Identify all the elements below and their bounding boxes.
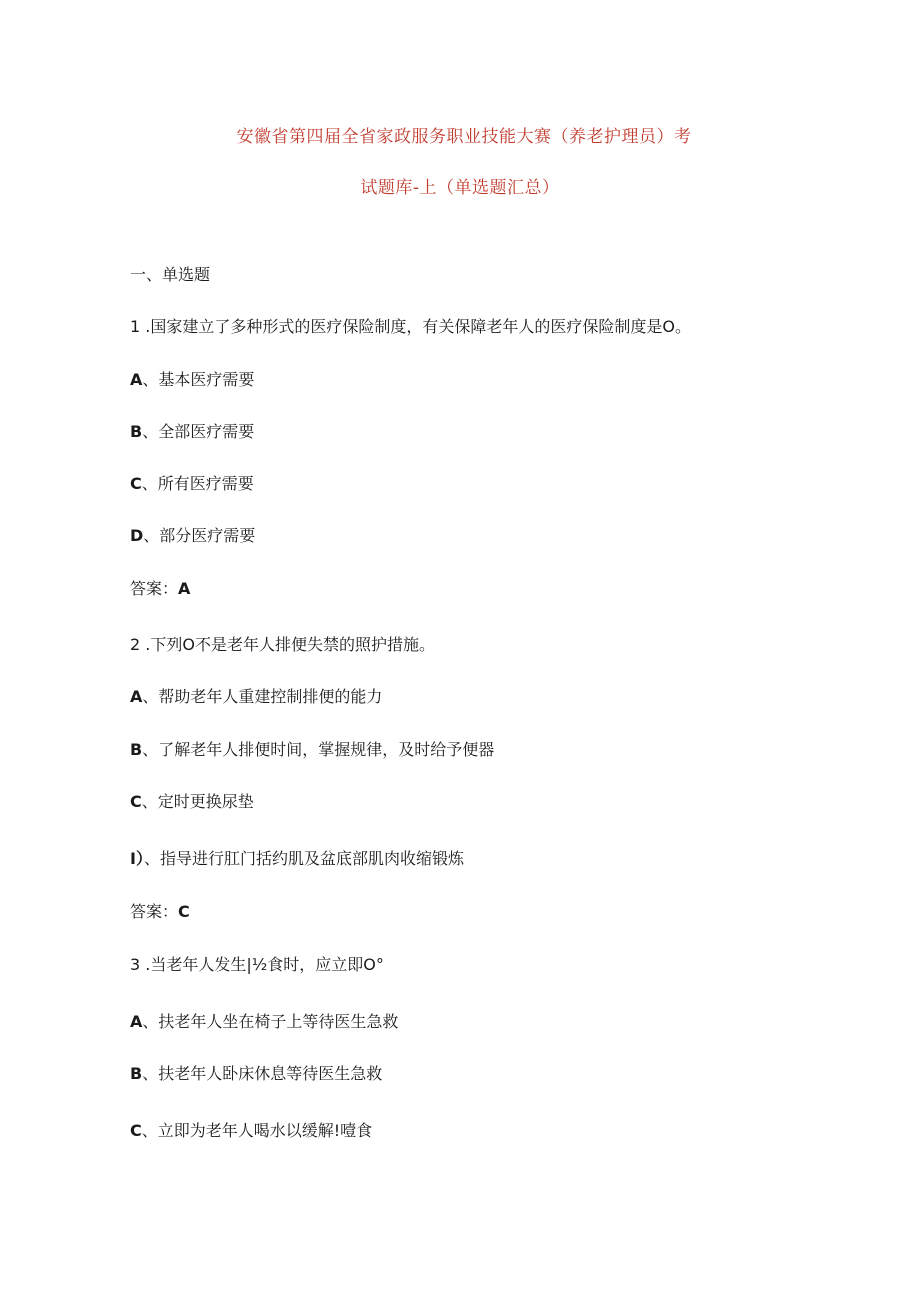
option-separator: 、 [142,370,159,389]
option-separator: 、 [142,740,159,759]
option-label: D [130,526,144,545]
option-separator: 、 [143,526,160,545]
option-label: A [130,1012,143,1031]
option-text: 指导进行肛门括约肌及盆底部肌肉收缩锻炼 [159,849,464,868]
option-separator: 、 [142,1012,159,1031]
answer-label: 答案： [130,579,179,598]
option-label: B [130,740,143,759]
option-separator: 、 [143,849,160,868]
question-1-stem: 1 .国家建立了多种形式的医疗保险制度，有关保障老年人的医疗保险制度是O。 [130,317,691,336]
question-3-stem: 3 .当老年人发生|½食时，应立即O° [130,955,384,974]
answer-label: 答案： [130,902,179,921]
option-label: B [130,422,143,441]
question-2-option-b [130,737,494,760]
answer-value: A [178,579,191,598]
question-2-option-a [130,684,382,707]
option-text: 基本医疗需要 [158,370,255,389]
question-1-answer [130,576,190,599]
question-3-option-a [130,1009,398,1032]
option-label: C [130,792,142,811]
option-label: C [130,1121,142,1140]
option-separator: 、 [141,474,158,493]
option-text: 部分医疗需要 [159,526,256,545]
option-text: 立即为老年人喝水以缓解!噎食 [157,1121,373,1140]
option-label: A [130,370,143,389]
option-text: 了解老年人排便时间，掌握规律，及时给予便器 [158,740,495,759]
option-text: 扶老年人卧床休息等待医生急救 [158,1064,383,1083]
option-text: 帮助老年人重建控制排便的能力 [158,687,383,706]
question-3-option-b [130,1061,382,1084]
option-separator: 、 [142,422,159,441]
question-3-option-c [130,1118,372,1141]
answer-value: C [178,902,190,921]
option-separator: 、 [142,1064,159,1083]
option-text: 全部医疗需要 [158,422,255,441]
question-2-stem: 2 .下列O不是老年人排便失禁的照护措施。 [130,635,435,654]
question-1-option-b [130,419,254,442]
question-2-answer [130,899,190,922]
option-text: 所有医疗需要 [157,474,254,493]
option-text: 扶老年人坐在椅子上等待医生急救 [158,1012,399,1031]
option-label: I） [130,849,144,868]
option-separator: 、 [141,1121,158,1140]
question-2-option-d [130,846,464,869]
question-1-option-a [130,367,254,390]
question-1-option-c [130,471,254,494]
option-separator: 、 [142,687,159,706]
option-label: C [130,474,142,493]
question-1-option-d [130,523,255,546]
document-title-line-2: 试题库-上（单选题汇总） [360,178,560,198]
section-heading: 一、单选题 [130,265,211,284]
option-text: 定时更换尿垫 [157,792,254,811]
option-label: B [130,1064,143,1083]
option-label: A [130,687,143,706]
option-separator: 、 [141,792,158,811]
document-title-line-1: 安徽省第四届全省家政服务职业技能大赛（养老护理员）考 [236,127,692,147]
question-2-option-c [130,789,254,812]
